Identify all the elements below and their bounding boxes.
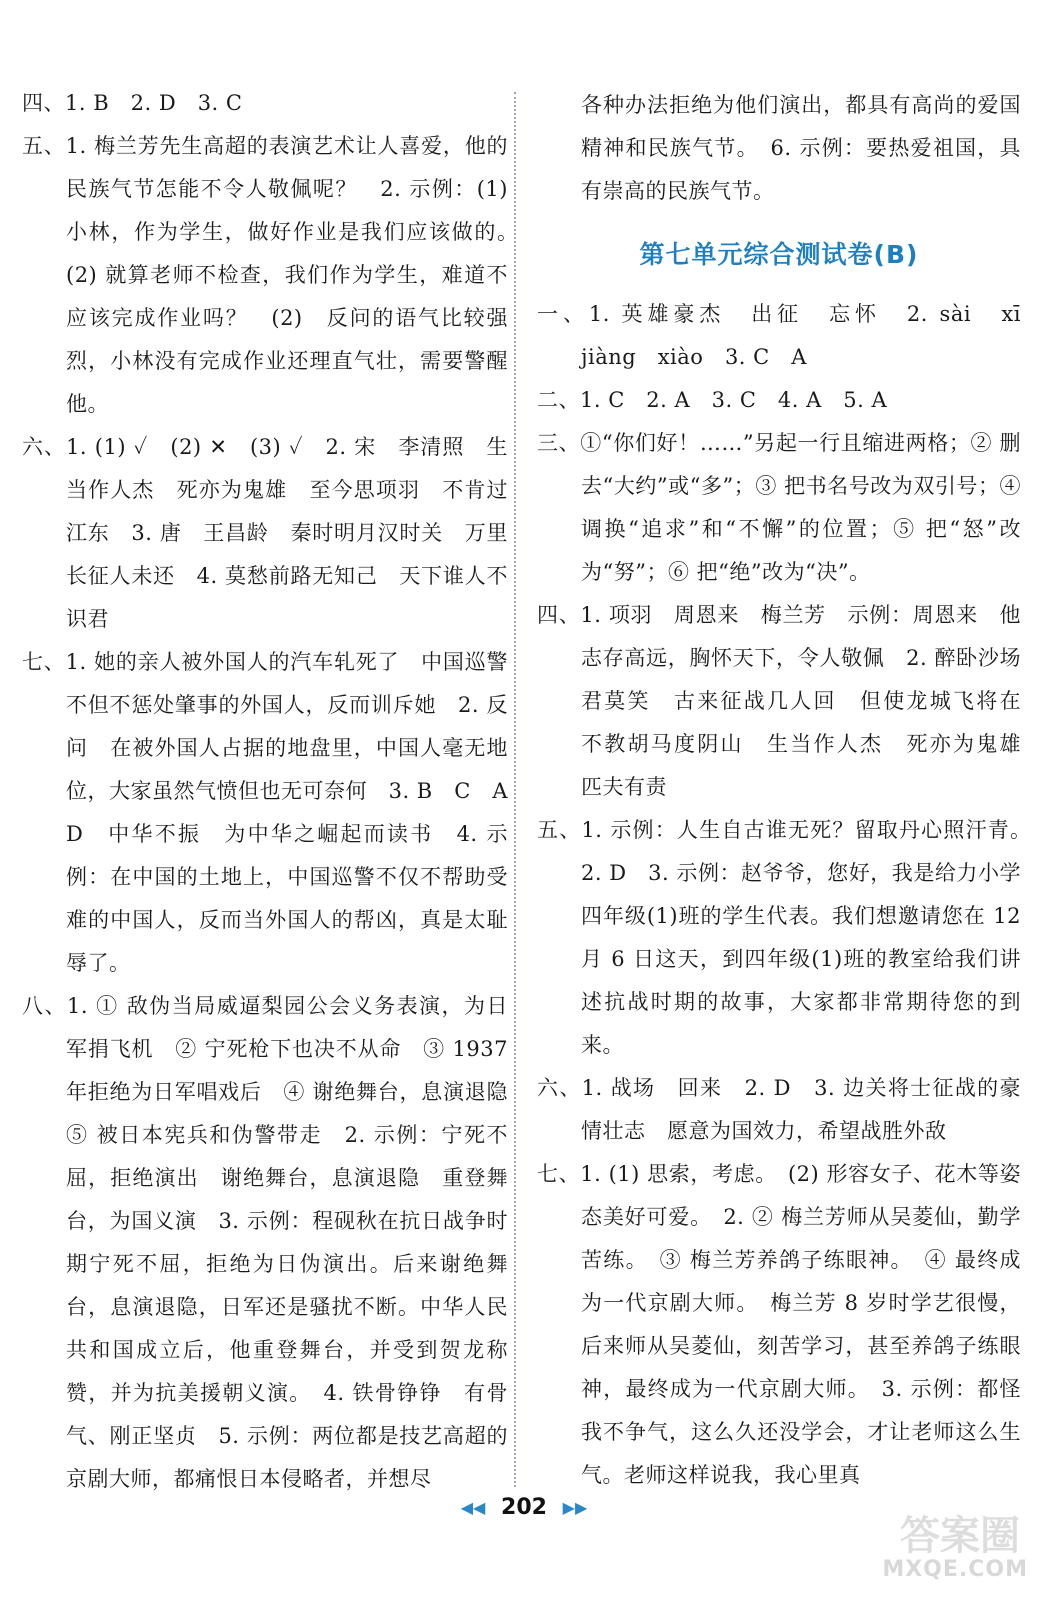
- next-page-icon[interactable]: ▶▶: [562, 1497, 588, 1517]
- prev-page-icon[interactable]: ◀◀: [460, 1497, 486, 1517]
- b-answer-section-6: 六、1. 战场 回来 2. D 3. 边关将士征战的豪情壮志 愿意为国效力，希望战胜外敌: [537, 1076, 1021, 1143]
- answer-section-8: 八、1. ① 敌伪当局威逼梨园公会义务表演，为日军捐飞机 ② 宁死枪下也决不从命 ③ 1937年拒绝为日军唱戏后 ④ 谢绝舞台，息演退隐 ⑤ 被日本宪兵和伪警带走 2. 示例：宁死不屈，拒绝演出 谢绝舞台，息演退隐 重登舞台，为国义演 3. 示例：程砚秋在抗日战争时期宁死不屈，拒绝为日伪演出。后来谢绝舞台，息演退隐，日军还是骚扰不断。中华人民共和国成立后，他重登舞台，并受到贺龙称赞，并为抗美援朝义演。 4. 铁骨铮铮 有骨气、刚正坚贞 5. 示例：两位都是技艺高超的京剧大师，都痛恨日本侵略者，并想尽: [22, 994, 530, 1491]
- answer-section-7: 七、1. 她的亲人被外国人的汽车轧死了 中国巡警不但不惩处肇事的外国人，反而训斥她 2. 反问 在被外国人占据的地盘里，中国人毫无地位，大家虽然气愤但也无可奈何 3. B C A D 中华不振 为中华之崛起而读书 4. 示例：在中国的土地上，中国巡警不仅不帮助受难的中国人，反而当外国人的帮凶，真是太耻辱了。: [22, 650, 530, 975]
- watermark-logo-text: 答案圈: [900, 1513, 1020, 1559]
- left-column: [22, 82, 530, 1501]
- answer-section-6: 六、1. (1) ✓ (2) ✕ (3) ✓ 2. 宋 李清照 生当作人杰 死亦为鬼雄 至今思项羽 不肯过江东 3. 唐 王昌龄 秦时明月汉时关 万里长征人未还 4. 莫愁前路无知己 天下谁人不识君: [22, 435, 508, 631]
- b-answer-section-4: 四、1. 项羽 周恩来 梅兰芳 示例：周恩来 他志存高远，胸怀天下，令人敬佩 2. 醉卧沙场君莫笑 古来征战几人回 但使龙城飞将在 不教胡马度阴山 生当作人杰 死亦为鬼雄 匹夫有责: [537, 603, 1043, 799]
- answer-section-4: 四、1. B 2. D 3. C: [22, 91, 243, 115]
- page-number: 202: [501, 1494, 547, 1520]
- answer-section-5: 五、1. 梅兰芳先生高超的表演艺术让人喜爱，他的民族气节怎能不令人敬佩呢？ 2. 示例：(1) 小林，作为学生，做好作业是我们应该做的。 (2) 就算老师不检查，我们作为学生，难道不应该完成作业吗？ (2) 反问的语气比较强烈，小林没有完成作业还理直气壮，需要警醒他。: [22, 134, 530, 416]
- b-answer-section-1: 一、1. 英雄豪杰 出征 忘怀 2. sài xī jiàng xiào 3. C A: [537, 302, 1043, 369]
- watermark-logo: [878, 1504, 1028, 1582]
- watermark-site-text: MXQE.COM: [882, 1557, 1028, 1582]
- b-answer-section-5: 五、1. 示例：人生自古谁无死？留取丹心照汗青。 2. D 3. 示例：赵爷爷，您好，我是给力小学四年级(1)班的学生代表。我们想邀请您在 12 月 6 日这天，到四年级(1)班的教室给我们讲述抗战时期的故事，大家都非常期待您的到来。: [537, 818, 1043, 1057]
- b-answer-section-7: 七、1. (1) 思索，考虑。 (2) 形容女子、花木等姿态美好可爱。 2. ② 梅兰芳师从吴菱仙，勤学苦练。 ③ 梅兰芳养鸽子练眼神。 ④ 最终成为一代京剧大师。 梅兰芳 8 岁时学艺很慢，后来师从吴菱仙，刻苦学习，甚至养鸽子练眼神，最终成为一代京剧大师。 3. 示例：都怪我不争气，这么久还没学会，才让老师这么生气。老师这样说我，我心里真: [537, 1162, 1021, 1487]
- b-answer-section-3: 三、①“你们好！……”另起一行且缩进两格；② 删去“大约”或“多”；③ 把书名号改为双引号；④ 调换“追求”和“不懈”的位置；⑤ 把“怒”改为“努”；⑥ 把“绝”改为“决”。: [537, 431, 1021, 584]
- answer-continuation: 各种办法拒绝为他们演出，都具有高尚的爱国精神和民族气节。 6. 示例：要热爱祖国，具有崇高的民族气节。: [581, 93, 1021, 203]
- b-answer-section-2: 二、1. C 2. A 3. C 4. A 5. A: [537, 388, 888, 412]
- right-column: [537, 84, 1043, 1497]
- section-title: 第七单元综合测试卷(B): [639, 240, 919, 269]
